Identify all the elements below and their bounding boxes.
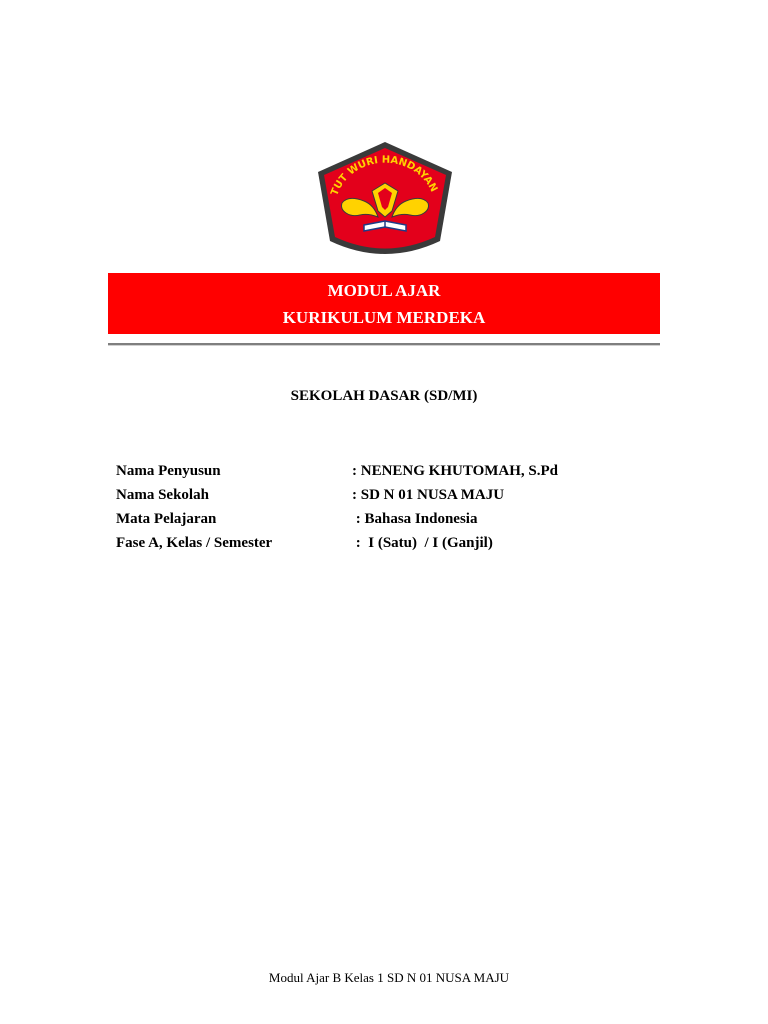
tut-wuri-handayani-logo <box>312 139 458 263</box>
info-row <box>116 459 636 483</box>
info-label: Mata Pelajaran <box>116 511 217 527</box>
info-value: : SD N 01 NUSA MAJU <box>352 487 505 503</box>
page-footer: Modul Ajar B Kelas 1 SD N 01 NUSA MAJU <box>268 970 510 985</box>
info-label: Fase A, Kelas / Semester <box>116 535 273 551</box>
info-label: Nama Penyusun <box>116 463 221 479</box>
title-banner <box>108 273 660 334</box>
info-label: Nama Sekolah <box>116 487 209 503</box>
divider-line <box>108 343 660 345</box>
info-row <box>116 507 636 531</box>
banner-title-line1: MODUL AJAR <box>327 281 441 300</box>
logo-motto: TUT WURI HANDAYAN <box>329 154 440 198</box>
info-value: : Bahasa Indonesia <box>352 511 478 527</box>
info-value: : I (Satu) / I (Ganjil) <box>352 535 493 551</box>
info-value: : NENENG KHUTOMAH, S.Pd <box>352 463 558 479</box>
banner-title-line2: KURIKULUM MERDEKA <box>282 308 486 327</box>
info-row <box>116 531 636 555</box>
school-level-heading: SEKOLAH DASAR (SD/MI) <box>290 388 478 404</box>
info-row <box>116 483 636 507</box>
info-table <box>116 459 636 555</box>
